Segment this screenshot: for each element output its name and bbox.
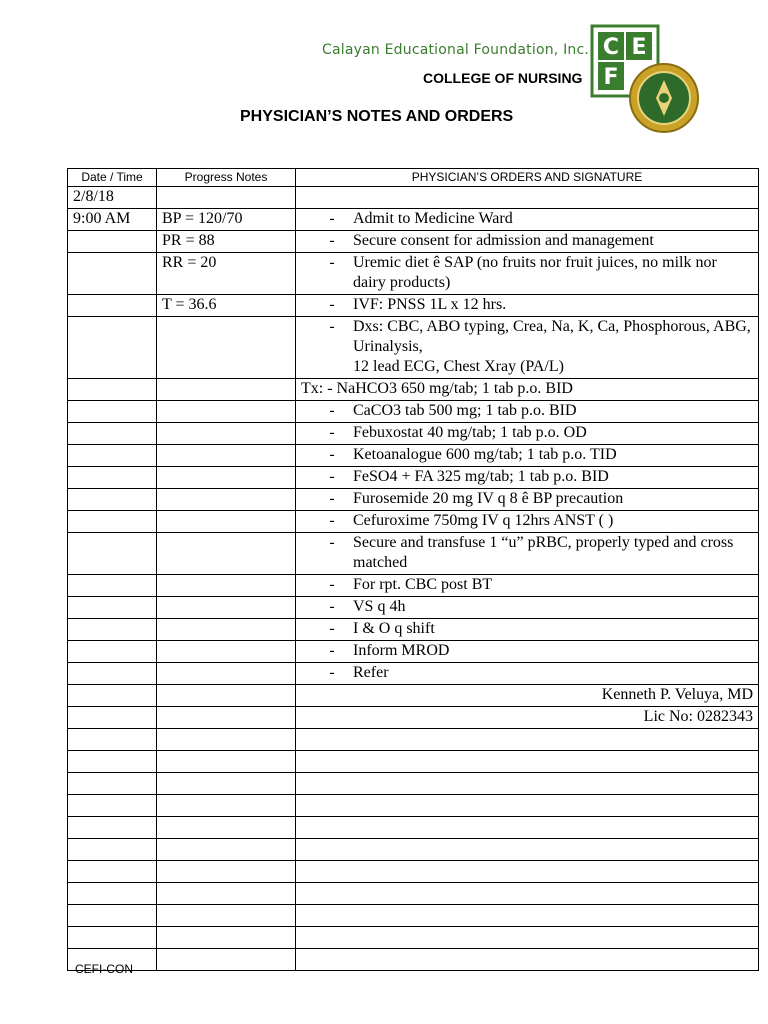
note-cell: [157, 619, 296, 641]
order-cell: [296, 187, 759, 209]
order-cell: [296, 467, 759, 489]
order-cell: Tx: - NaHCO3 650 mg/tab; 1 tab p.o. BID: [296, 379, 759, 401]
order-cell: [296, 511, 759, 533]
order-cell: [296, 401, 759, 423]
date-cell: [68, 575, 157, 597]
date-cell: [68, 817, 157, 839]
order-text: Refer: [353, 664, 389, 681]
empty-row: [68, 905, 759, 927]
date-cell: 2/8/18: [68, 187, 157, 209]
table-row: [68, 445, 759, 467]
orders-table: [67, 168, 759, 971]
order-dash: -: [329, 534, 335, 551]
table-row: [68, 467, 759, 489]
empty-row: [68, 927, 759, 949]
date-cell: [68, 467, 157, 489]
note-cell: [157, 597, 296, 619]
note-cell: [157, 641, 296, 663]
order-dash: -: [329, 210, 335, 227]
order-cell: [296, 489, 759, 511]
date-cell: [68, 663, 157, 685]
note-cell: [157, 751, 296, 773]
note-cell: [157, 707, 296, 729]
order-dash: -: [329, 490, 335, 507]
note-cell: [157, 773, 296, 795]
table-row: [68, 401, 759, 423]
table-row: [68, 575, 759, 597]
note-cell: [157, 795, 296, 817]
order-cell: [296, 641, 759, 663]
table-row: [68, 379, 759, 401]
order-cell: [296, 663, 759, 685]
empty-row: [68, 817, 759, 839]
note-cell: [157, 423, 296, 445]
date-cell: [68, 231, 157, 253]
note-cell: RR = 20: [157, 253, 296, 295]
table-row: [68, 187, 759, 209]
date-cell: [68, 927, 157, 949]
order-text: CaCO3 tab 500 mg; 1 tab p.o. BID: [353, 402, 577, 419]
order-cell: [296, 295, 759, 317]
order-text: Cefuroxime 750mg IV q 12hrs ANST ( ): [353, 512, 614, 529]
note-cell: [157, 663, 296, 685]
note-cell: T = 36.6: [157, 295, 296, 317]
order-text: Ketoanalogue 600 mg/tab; 1 tab p.o. TID: [353, 446, 617, 463]
note-cell: [157, 839, 296, 861]
order-dash: -: [329, 598, 335, 615]
order-cell: [296, 773, 759, 795]
note-cell: [157, 949, 296, 971]
empty-row: [68, 795, 759, 817]
order-text: For rpt. CBC post BT: [353, 576, 493, 593]
order-cell: [296, 795, 759, 817]
empty-row: [68, 751, 759, 773]
note-cell: [157, 861, 296, 883]
note-cell: [157, 187, 296, 209]
table-row: [68, 707, 759, 729]
order-text: FeSO4 + FA 325 mg/tab; 1 tab p.o. BID: [353, 468, 609, 485]
note-cell: [157, 883, 296, 905]
note-cell: [157, 817, 296, 839]
order-cell: [296, 209, 759, 231]
order-text-continued: 12 lead ECG, Chest Xray (PA/L): [353, 358, 564, 375]
order-text: VS q 4h: [353, 598, 406, 615]
note-cell: [157, 927, 296, 949]
order-dash: -: [329, 254, 335, 271]
date-cell: [68, 511, 157, 533]
date-cell: [68, 729, 157, 751]
header-orders-signature: PHYSICIAN’S ORDERS AND SIGNATURE: [296, 169, 759, 187]
note-cell: [157, 467, 296, 489]
order-cell: [296, 817, 759, 839]
table-row: [68, 295, 759, 317]
order-dash: -: [329, 620, 335, 637]
order-cell: [296, 729, 759, 751]
note-cell: [157, 445, 296, 467]
order-dash: -: [329, 664, 335, 681]
table-row: [68, 685, 759, 707]
date-cell: [68, 533, 157, 575]
institution-logo: [590, 24, 702, 136]
order-cell: [296, 423, 759, 445]
empty-row: [68, 839, 759, 861]
note-cell: [157, 317, 296, 379]
table-row: [68, 489, 759, 511]
note-cell: [157, 685, 296, 707]
order-cell: [296, 861, 759, 883]
order-cell: [296, 597, 759, 619]
date-cell: [68, 795, 157, 817]
table-row: [68, 641, 759, 663]
order-text: Uremic diet ê SAP (no fruits nor fruit juices, no milk nor dairy products): [353, 254, 717, 291]
table-row: [68, 231, 759, 253]
empty-row: [68, 883, 759, 905]
order-text: IVF: PNSS 1L x 12 hrs.: [353, 296, 507, 313]
empty-row: [68, 729, 759, 751]
note-cell: [157, 511, 296, 533]
note-cell: [157, 575, 296, 597]
order-dash: -: [329, 296, 335, 313]
date-cell: [68, 861, 157, 883]
note-cell: PR = 88: [157, 231, 296, 253]
date-cell: [68, 401, 157, 423]
order-cell: [296, 445, 759, 467]
order-dash: -: [329, 318, 335, 335]
date-cell: [68, 619, 157, 641]
svg-text:F: F: [603, 65, 619, 90]
date-cell: [68, 751, 157, 773]
date-cell: [68, 839, 157, 861]
date-cell: [68, 773, 157, 795]
date-cell: [68, 641, 157, 663]
date-cell: [68, 445, 157, 467]
document-title: PHYSICIAN’S NOTES AND ORDERS: [240, 108, 514, 125]
order-dash: -: [329, 512, 335, 529]
table-row: [68, 663, 759, 685]
order-text: Febuxostat 40 mg/tab; 1 tab p.o. OD: [353, 424, 587, 441]
order-cell: [296, 619, 759, 641]
date-cell: [68, 883, 157, 905]
order-text: Admit to Medicine Ward: [353, 210, 513, 227]
date-cell: [68, 379, 157, 401]
note-cell: BP = 120/70: [157, 209, 296, 231]
table-row: [68, 209, 759, 231]
order-dash: -: [329, 468, 335, 485]
order-cell: [296, 905, 759, 927]
table-row: [68, 253, 759, 295]
date-cell: [68, 685, 157, 707]
date-cell: [68, 317, 157, 379]
college-name: COLLEGE OF NURSING: [423, 70, 583, 86]
note-cell: [157, 905, 296, 927]
order-dash: -: [329, 642, 335, 659]
order-dash: -: [329, 446, 335, 463]
empty-row: [68, 773, 759, 795]
date-cell: [68, 597, 157, 619]
form-code: CEFI-CON: [75, 962, 133, 976]
date-cell: [68, 905, 157, 927]
order-dash: -: [329, 576, 335, 593]
order-cell: [296, 949, 759, 971]
order-cell: [296, 927, 759, 949]
order-text: Dxs: CBC, ABO typing, Crea, Na, K, Ca, Phosphorous, ABG, Urinalysis,: [353, 318, 751, 355]
date-cell: [68, 423, 157, 445]
order-cell: [296, 533, 759, 575]
order-cell: [296, 575, 759, 597]
order-text: Inform MROD: [353, 642, 450, 659]
note-cell: [157, 489, 296, 511]
header-progress-notes: Progress Notes: [157, 169, 296, 187]
order-text: Furosemide 20 mg IV q 8 ê BP precaution: [353, 490, 624, 507]
order-cell: [296, 231, 759, 253]
note-cell: [157, 401, 296, 423]
institution-name: Calayan Educational Foundation, Inc.: [322, 42, 590, 58]
order-text: Secure consent for admission and management: [353, 232, 654, 249]
order-cell: [296, 839, 759, 861]
order-cell: [296, 751, 759, 773]
note-cell: [157, 533, 296, 575]
order-cell: [296, 883, 759, 905]
order-cell: [296, 317, 759, 379]
empty-row: [68, 861, 759, 883]
svg-text:E: E: [631, 35, 647, 60]
note-cell: [157, 379, 296, 401]
order-dash: -: [329, 424, 335, 441]
table-header-row: [68, 169, 759, 187]
order-text: I & O q shift: [353, 620, 435, 637]
note-cell: [157, 729, 296, 751]
date-cell: [68, 295, 157, 317]
date-cell: [68, 707, 157, 729]
date-cell: [68, 489, 157, 511]
license-number: Lic No: 0282343: [296, 707, 759, 729]
order-dash: -: [329, 232, 335, 249]
signature-name: Kenneth P. Veluya, MD: [296, 685, 759, 707]
order-cell: [296, 253, 759, 295]
table-row: [68, 533, 759, 575]
header-date-time: Date / Time: [68, 169, 157, 187]
table-row: [68, 619, 759, 641]
order-text: Secure and transfuse 1 “u” pRBC, properly typed and cross matched: [353, 534, 734, 571]
empty-row: [68, 949, 759, 971]
table-row: [68, 423, 759, 445]
svg-text:C: C: [602, 35, 620, 60]
table-row: [68, 597, 759, 619]
table-row: [68, 511, 759, 533]
order-dash: -: [329, 402, 335, 419]
time-cell: 9:00 AM: [68, 209, 157, 231]
table-row: [68, 317, 759, 379]
date-cell: [68, 253, 157, 295]
